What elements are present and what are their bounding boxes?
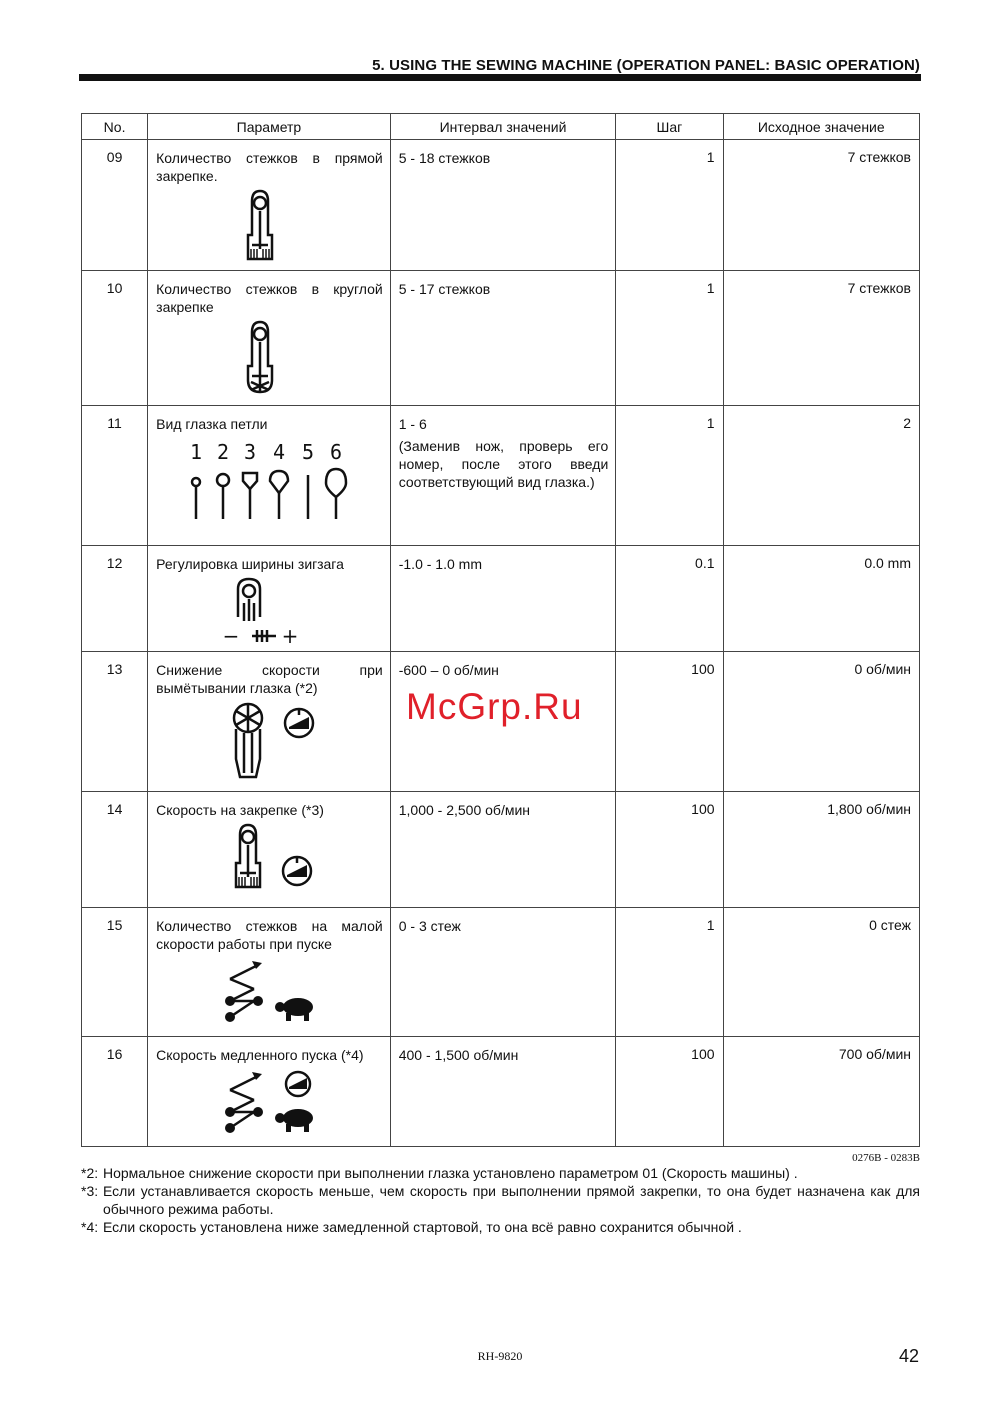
row-number: 10 bbox=[106, 280, 123, 296]
footnotes bbox=[81, 1164, 920, 1236]
param-label: Количество стежков на малой скорости работы при пуске bbox=[156, 918, 383, 952]
footnote bbox=[81, 1218, 920, 1236]
step-value: 100 bbox=[691, 801, 715, 817]
param-label: Скорость медленного пуска (*4) bbox=[156, 1047, 364, 1063]
bartack-speed-icon bbox=[156, 823, 382, 895]
range-value: 1 - 6 bbox=[398, 416, 427, 432]
table-row bbox=[82, 792, 920, 908]
model-name: RH-9820 bbox=[477, 1349, 523, 1363]
step-value: 100 bbox=[691, 1046, 715, 1062]
range-value: -600 – 0 об/мин bbox=[398, 662, 499, 678]
table-row bbox=[82, 406, 920, 546]
param-label: Скорость на закрепке (*3) bbox=[156, 802, 324, 818]
straight-bartack-icon bbox=[156, 189, 382, 269]
row-number: 11 bbox=[107, 415, 122, 431]
default-value: 7 стежков bbox=[847, 149, 911, 165]
footnote-mark: *2: bbox=[81, 1165, 99, 1181]
zigzag-width-icon bbox=[156, 577, 382, 643]
eyelet-number: 3 bbox=[244, 440, 257, 464]
eyelet-number: 4 bbox=[273, 440, 286, 464]
section-title: 5. USING THE SEWING MACHINE (OPERATION PANEL: BASIC OPERATION) bbox=[372, 57, 920, 74]
default-value: 700 об/мин bbox=[838, 1046, 911, 1062]
default-value: 2 bbox=[903, 415, 911, 431]
step-value: 1 bbox=[706, 149, 715, 165]
row-number: 14 bbox=[106, 801, 123, 817]
step-value: 1 bbox=[706, 917, 715, 933]
param-label: Количество стежков в круглой закрепке bbox=[156, 281, 383, 315]
default-value: 7 стежков bbox=[847, 280, 911, 296]
param-label: Регулировка ширины зигзага bbox=[156, 556, 344, 572]
range-value: -1.0 - 1.0 mm bbox=[398, 556, 482, 572]
eyelet-number: 2 bbox=[217, 440, 230, 464]
table-row bbox=[82, 908, 920, 1037]
footnote-mark: *3: bbox=[81, 1183, 99, 1199]
round-bartack-icon bbox=[156, 320, 382, 402]
eyelet-number: 5 bbox=[302, 440, 315, 464]
row-number: 12 bbox=[106, 555, 123, 571]
range-value: 5 - 18 стежков bbox=[398, 150, 491, 166]
footnote-text: Нормальное снижение скорости при выполнении глазка установлено параметром 01 (Скорость машины) . bbox=[103, 1165, 798, 1181]
eyelet-speed-reduction-icon bbox=[156, 701, 382, 787]
table-row bbox=[82, 271, 920, 406]
range-value: 0 - 3 стеж bbox=[398, 918, 461, 934]
default-value: 0 об/мин bbox=[854, 661, 911, 677]
col-header-range: Интервал значений bbox=[390, 114, 616, 140]
step-value: 0.1 bbox=[695, 555, 715, 571]
param-label: Количество стежков в прямой закрепке. bbox=[156, 150, 383, 184]
col-header-step: Шаг bbox=[616, 114, 723, 140]
table-row bbox=[82, 1037, 920, 1147]
slow-start-speed-icon bbox=[156, 1068, 382, 1140]
range-value: 1,000 - 2,500 об/мин bbox=[398, 802, 531, 818]
col-header-default: Исходное значение bbox=[723, 114, 919, 140]
range-value: 5 - 17 стежков bbox=[398, 281, 491, 297]
table-row bbox=[82, 546, 920, 652]
range-note: (Заменив нож, проверь его номер, после этого введи соответствующий вид глазка.) bbox=[398, 438, 609, 490]
default-value: 0 стеж bbox=[869, 917, 911, 933]
param-label: Вид глазка петли bbox=[156, 416, 268, 432]
image-code-reference: 0276B - 0283B bbox=[852, 1152, 920, 1164]
col-header-no: No. bbox=[82, 114, 148, 140]
table-header-row bbox=[82, 114, 920, 140]
eyelet-number: 6 bbox=[330, 440, 343, 464]
row-number: 16 bbox=[106, 1046, 123, 1062]
default-value: 1,800 об/мин bbox=[827, 801, 911, 817]
slow-start-stitches-icon bbox=[156, 957, 382, 1029]
row-number: 15 bbox=[106, 917, 123, 933]
row-number: 09 bbox=[106, 149, 123, 165]
step-value: 1 bbox=[706, 280, 715, 296]
eyelet-shapes-icon bbox=[156, 437, 382, 527]
page-number: 42 bbox=[898, 1346, 919, 1366]
default-value: 0.0 mm bbox=[864, 555, 911, 571]
footnote-text: Если устанавливается скорость меньше, чем скорость при выполнении прямой закрепки, то она будет назначена как для обычного режима работы. bbox=[103, 1183, 920, 1217]
footnote-mark: *4: bbox=[81, 1219, 99, 1235]
footnote bbox=[81, 1164, 920, 1182]
table-row bbox=[82, 140, 920, 271]
col-header-param: Параметр bbox=[148, 114, 391, 140]
row-number: 13 bbox=[106, 661, 123, 677]
step-value: 1 bbox=[706, 415, 715, 431]
parameter-table bbox=[81, 113, 920, 1147]
plus-label: + bbox=[281, 624, 299, 643]
param-label: Снижение скорости при вымётывании глазка (*2) bbox=[156, 662, 383, 696]
minus-label: − bbox=[222, 624, 240, 643]
footnote bbox=[81, 1182, 920, 1218]
range-value: 400 - 1,500 об/мин bbox=[398, 1047, 519, 1063]
eyelet-number: 1 bbox=[190, 440, 203, 464]
header-rule bbox=[79, 74, 921, 81]
step-value: 100 bbox=[691, 661, 715, 677]
footnote-text: Если скорость установлена ниже замедленной стартовой, то она всё равно сохранится обычной . bbox=[103, 1219, 742, 1235]
watermark: McGrp.Ru bbox=[406, 686, 583, 727]
